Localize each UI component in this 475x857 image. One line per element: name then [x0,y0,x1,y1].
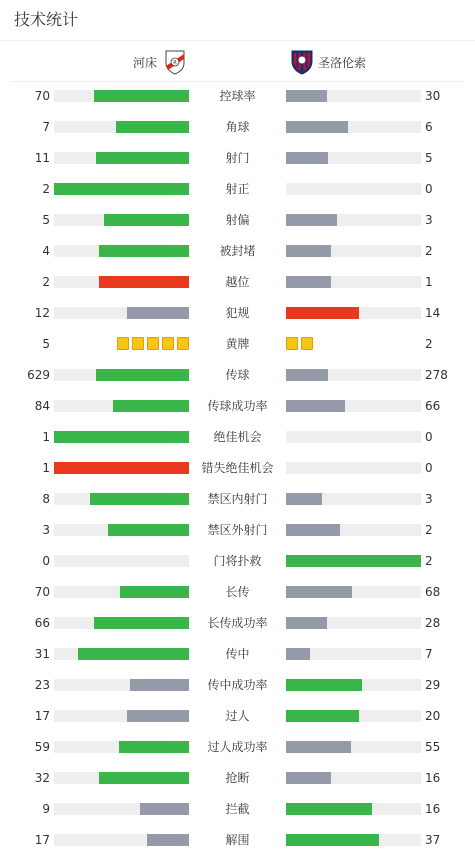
home-value: 7 [42,120,50,134]
home-value: 2 [42,182,50,196]
stat-label: 射偏 [225,213,250,227]
home-bar-fill [54,462,189,474]
away-bar-track [286,431,421,443]
away-bar-track [286,245,421,257]
away-bar-track [286,524,421,536]
away-bar-fill [286,524,340,536]
away-bar-fill [286,152,328,164]
away-bar-track [286,462,421,474]
away-value: 16 [425,771,441,785]
teams-header [0,44,475,80]
stat-row [0,639,475,670]
home-bar-fill [54,431,189,443]
home-value: 23 [34,678,50,692]
stat-row [0,701,475,732]
away-value: 2 [425,337,433,351]
away-bar-fill [286,121,348,133]
stat-label: 越位 [225,275,250,289]
away-value: 14 [425,306,441,320]
stat-label: 禁区内射门 [207,492,268,506]
home-value: 70 [34,89,50,103]
away-bar-fill [286,400,345,412]
home-bar-track [54,648,189,660]
away-value: 37 [425,833,441,847]
home-bar-fill [96,152,189,164]
away-bar-fill [286,741,351,753]
away-bar-track [286,400,421,412]
stat-row [0,577,475,608]
yellow-card-icon [162,337,174,350]
stat-row [0,608,475,639]
home-bar-track [54,245,189,257]
away-yellow-cards [286,337,313,350]
home-bar-track [54,617,189,629]
away-bar-track [286,307,421,319]
away-bar-fill [286,586,352,598]
away-bar-fill [286,617,327,629]
home-bar-fill [78,648,189,660]
away-value: 16 [425,802,441,816]
home-bar-fill [147,834,189,846]
away-bar-track [286,617,421,629]
home-bar-fill [119,741,189,753]
home-bar-fill [108,524,189,536]
home-bar-track [54,555,189,567]
away-bar-track [286,648,421,660]
home-value: 9 [42,802,50,816]
stat-row [0,670,475,701]
away-value: 68 [425,585,441,599]
away-bar-track [286,214,421,226]
stat-row [0,515,475,546]
stat-row [0,825,475,856]
page-title: 技术统计 [14,10,79,29]
home-bar-track [54,431,189,443]
home-bar-fill [130,679,189,691]
divider [0,40,475,41]
home-value: 1 [42,430,50,444]
away-bar-track [286,586,421,598]
home-bar-fill [127,710,189,722]
home-team-name: 河床 [132,55,157,70]
stat-label: 犯规 [225,306,250,320]
home-bar-track [54,586,189,598]
home-bar-track [54,152,189,164]
home-bar-fill [99,276,189,288]
yellow-card-icon [301,337,313,350]
away-bar-fill [286,369,328,381]
away-value: 2 [425,523,433,537]
stat-row [0,81,475,112]
away-bar-fill [286,493,322,505]
home-value: 11 [34,151,50,165]
away-bar-track [286,90,421,102]
home-bar-track [54,834,189,846]
home-bar-fill [94,617,189,629]
yellow-card-icon [286,337,298,350]
home-value: 32 [34,771,50,785]
svg-text:R: R [173,60,177,66]
river-plate-crest-icon [163,49,187,75]
stat-row [0,422,475,453]
home-value: 17 [34,833,50,847]
home-value: 17 [34,709,50,723]
away-value: 3 [425,492,433,506]
away-bar-fill [286,276,331,288]
home-bar-track [54,183,189,195]
away-bar-track [286,121,421,133]
away-value: 66 [425,399,441,413]
away-team[interactable] [290,48,366,76]
stat-label: 门将扑救 [213,554,262,568]
stat-row [0,546,475,577]
home-bar-track [54,741,189,753]
home-value: 4 [42,244,50,258]
home-bar-track [54,214,189,226]
home-bar-fill [90,493,189,505]
away-bar-track [286,710,421,722]
stat-label: 射门 [225,151,250,165]
home-bar-track [54,772,189,784]
away-value: 0 [425,430,433,444]
home-value: 66 [34,616,50,630]
home-bar-fill [94,90,189,102]
home-bar-track [54,121,189,133]
stat-label: 错失绝佳机会 [201,461,274,475]
yellow-card-icon [117,337,129,350]
home-value: 2 [42,275,50,289]
away-value: 0 [425,182,433,196]
away-bar-track [286,369,421,381]
away-bar-fill [286,679,362,691]
home-bar-fill [116,121,189,133]
away-value: 29 [425,678,441,692]
away-value: 6 [425,120,433,134]
away-value: 55 [425,740,441,754]
stat-row [0,329,475,360]
away-bar-track [286,183,421,195]
stat-label: 抢断 [225,771,250,785]
home-team[interactable] [133,48,187,76]
san-lorenzo-crest-icon [290,49,314,75]
stat-row [0,236,475,267]
stat-label: 长传成功率 [207,616,268,630]
home-bar-track [54,400,189,412]
stat-row [0,112,475,143]
home-bar-track [54,493,189,505]
home-bar-track [54,679,189,691]
stat-label: 禁区外射门 [207,523,268,537]
away-value: 28 [425,616,441,630]
away-value: 3 [425,213,433,227]
home-value: 8 [42,492,50,506]
away-bar-fill [286,90,327,102]
home-bar-track [54,710,189,722]
stat-label: 黄牌 [225,337,250,351]
away-bar-track [286,803,421,815]
away-bar-track [286,555,421,567]
stat-label: 长传 [225,585,250,599]
away-bar-fill [286,803,372,815]
home-value: 1 [42,461,50,475]
away-bar-track [286,834,421,846]
away-value: 1 [425,275,433,289]
away-value: 7 [425,647,433,661]
away-bar-fill [286,307,359,319]
away-team-name: 圣洛伦索 [318,55,367,70]
away-value: 278 [425,368,448,382]
home-yellow-cards [117,337,189,350]
away-bar-fill [286,214,337,226]
stat-row [0,732,475,763]
stat-label: 解围 [225,833,250,847]
stat-label: 传球 [225,368,250,382]
stat-label: 传中 [225,647,250,661]
home-value: 629 [27,368,50,382]
home-value: 0 [42,554,50,568]
stat-row [0,794,475,825]
home-value: 3 [42,523,50,537]
home-value: 31 [34,647,50,661]
home-bar-track [54,90,189,102]
home-bar-track [54,307,189,319]
away-bar-track [286,276,421,288]
home-bar-fill [140,803,189,815]
stat-label: 绝佳机会 [213,430,262,444]
home-bar-fill [99,772,189,784]
away-value: 0 [425,461,433,475]
home-bar-fill [54,183,189,195]
home-bar-track [54,803,189,815]
stat-row [0,484,475,515]
away-bar-track [286,152,421,164]
stat-row [0,298,475,329]
away-bar-fill [286,772,331,784]
stat-label: 传中成功率 [207,678,268,692]
home-bar-track [54,462,189,474]
away-bar-track [286,679,421,691]
home-bar-fill [99,245,189,257]
stat-label: 传球成功率 [207,399,268,413]
home-value: 84 [34,399,50,413]
home-value: 59 [34,740,50,754]
stat-row [0,360,475,391]
stat-row [0,267,475,298]
away-bar-fill [286,648,310,660]
away-value: 2 [425,244,433,258]
away-bar-fill [286,245,331,257]
stat-row [0,143,475,174]
stat-row [0,205,475,236]
away-bar-track [286,493,421,505]
stat-label: 拦截 [225,802,250,816]
home-bar-fill [127,307,189,319]
yellow-card-icon [177,337,189,350]
home-bar-track [54,276,189,288]
away-bar-fill [286,834,379,846]
stat-label: 角球 [225,120,250,134]
away-bar-track [286,772,421,784]
stat-row [0,453,475,484]
home-value: 70 [34,585,50,599]
away-value: 20 [425,709,441,723]
away-bar-track [286,741,421,753]
yellow-card-icon [132,337,144,350]
home-bar-fill [113,400,189,412]
stat-row [0,763,475,794]
away-bar-fill [286,555,421,567]
stat-label: 被封堵 [219,244,256,258]
stat-label: 控球率 [219,89,256,103]
stat-label: 过人成功率 [207,740,268,754]
stat-row [0,391,475,422]
stat-label: 过人 [225,709,250,723]
away-value: 5 [425,151,433,165]
yellow-card-icon [147,337,159,350]
home-bar-fill [96,369,189,381]
home-bar-track [54,369,189,381]
home-value: 5 [42,337,50,351]
away-value: 2 [425,554,433,568]
home-bar-fill [120,586,189,598]
home-bar-fill [104,214,189,226]
away-bar-fill [286,710,359,722]
stat-row [0,174,475,205]
home-value: 12 [34,306,50,320]
home-value: 5 [42,213,50,227]
home-bar-track [54,524,189,536]
stat-label: 射正 [225,182,250,196]
away-value: 30 [425,89,441,103]
